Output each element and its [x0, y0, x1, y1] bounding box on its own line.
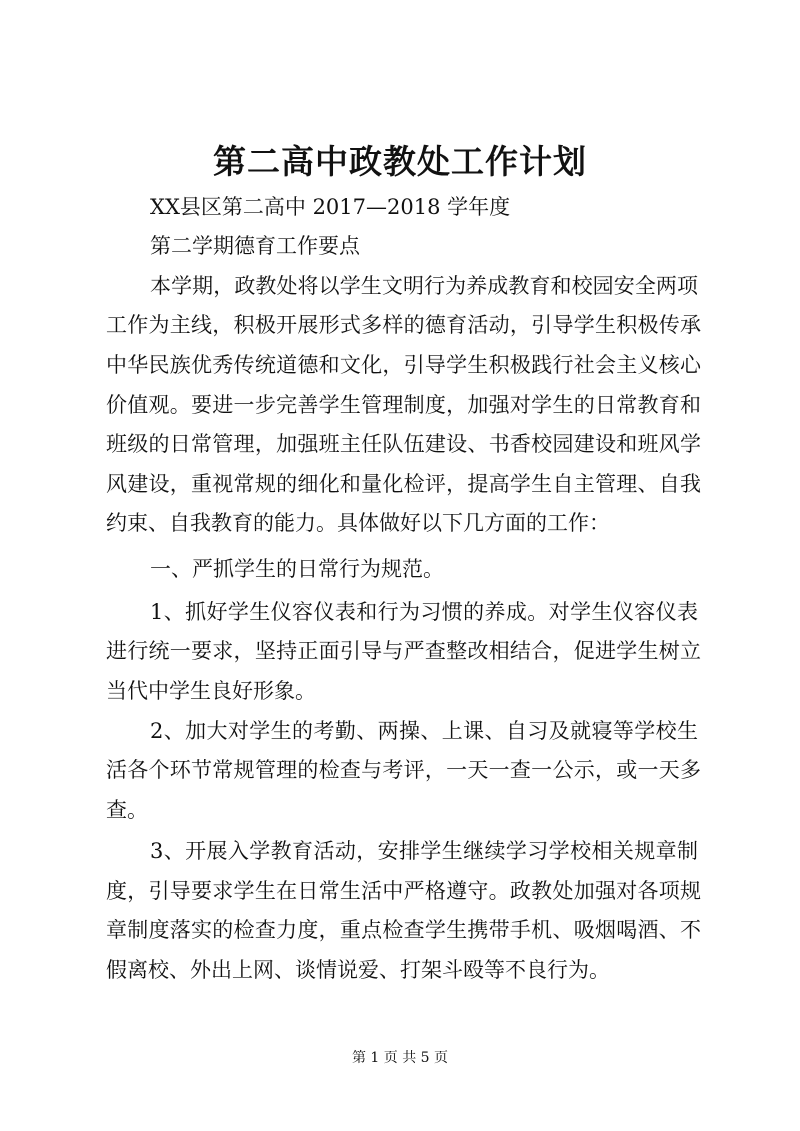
item-2-line: 查。 — [106, 798, 148, 822]
item-2-line: 活各个环节常规管理的检查与考评，一天一查一公示，或一天多 — [106, 758, 701, 782]
item-3-line: 假离校、外出上网、谈情说爱、打架斗殴等不良行为。 — [106, 958, 610, 982]
item-1-line: 1、抓好学生仪容仪表和行为习惯的养成。对学生仪容仪表 — [150, 600, 698, 624]
intro-line: 约束、自我教育的能力。具体做好以下几方面的工作： — [106, 511, 610, 535]
intro-line: 本学期，政教处将以学生文明行为养成教育和校园安全两项 — [150, 274, 698, 298]
item-2-line: 2、加大对学生的考勤、两操、上课、自习及就寝等学校生 — [150, 719, 698, 743]
item-3-line: 度，引导要求学生在日常生活中严格遵守。政教处加强对各项规 — [106, 879, 701, 903]
document-title: 第二高中政教处工作计划 — [213, 142, 587, 181]
intro-line: 风建设，重视常规的细化和量化检评，提高学生自主管理、自我 — [106, 472, 701, 496]
item-1-line: 进行统一要求，坚持正面引导与严查整改相结合，促进学生树立 — [106, 639, 701, 663]
item-1-line: 当代中学生良好形象。 — [106, 679, 316, 703]
intro-line: 工作为主线，积极开展形式多样的德育活动，引导学生积极传承 — [106, 313, 701, 337]
item-3-line: 3、开展入学教育活动，安排学生继续学习学校相关规章制 — [150, 839, 698, 863]
subtitle-semester: 第二学期德育工作要点 — [150, 234, 360, 258]
subtitle-school: XX县区第二高中 2017—2018 学年度 — [150, 195, 511, 219]
intro-line: 价值观。要进一步完善学生管理制度，加强对学生的日常教育和 — [106, 393, 701, 417]
page-indicator: 第 1 页 共 5 页 — [351, 1050, 449, 1066]
intro-line: 班级的日常管理，加强班主任队伍建设、书香校园建设和班风学 — [106, 432, 701, 456]
intro-line: 中华民族优秀传统道德和文化，引导学生积极践行社会主义核心 — [106, 353, 701, 377]
section-heading: 一、严抓学生的日常行为规范。 — [150, 557, 444, 581]
item-3-line: 章制度落实的检查力度，重点检查学生携带手机、吸烟喝酒、不 — [106, 918, 701, 942]
